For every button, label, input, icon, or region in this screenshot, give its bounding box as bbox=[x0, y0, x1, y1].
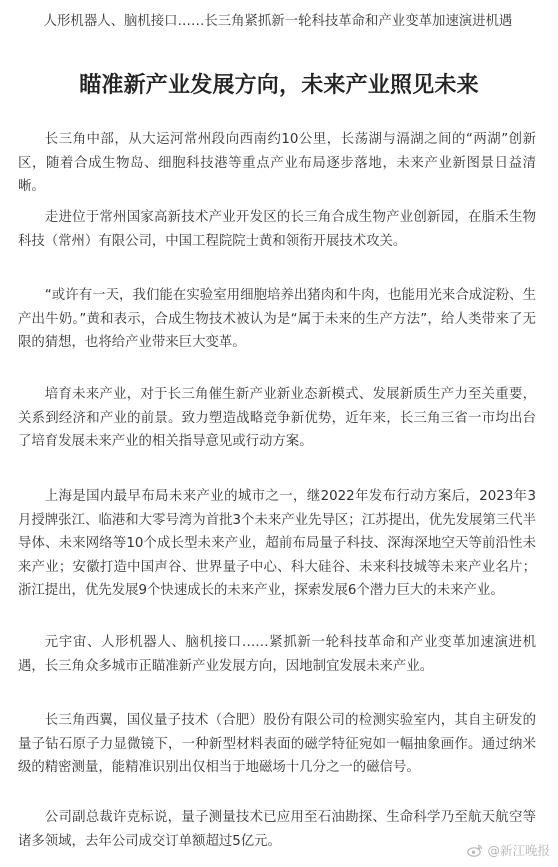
watermark-text: @新江晚报 bbox=[487, 843, 550, 858]
article-paragraph-8: 公司副总裁许克标说，量子测量技术已应用至石油勘探、生命科学乃至航天航空等诸多领域，去年公司成交订单额超过5亿元。 bbox=[18, 810, 536, 849]
article-paragraph-1: 长三角中部，从大运河常州段向西南约10公里，长荡湖与滆湖之间的“两湖”创新区，随着合成生物岛、细胞科技港等重点产业布局逐步落地，未来产业新图景日益清晰。 bbox=[18, 132, 536, 194]
article-headline: 瞄准新产业发展方向，未来产业照见未来 bbox=[79, 73, 479, 98]
article-paragraph-5: 上海是国内最早布局未来产业的城市之一，继2022年发布行动方案后，2023年3月授牌张江、临港和大零号湾为首批3个未来产业先导区；江苏提出，优先发展第三代半导体、未来网络等10个成长型未来产业，超前布局量子科技、深海深地空天等前沿性未来产业；安徽打造中国声谷、世界量子中心、科大硅谷、未来科技城等未来产业名片；浙江提出，优先发展9个快速成长的未来产业，探索发展6个潜力巨大的未来产业。 bbox=[18, 489, 536, 598]
article-paragraph-3: “或许有一天，我们能在实验室用细胞培养出猪肉和牛肉，也能用光来合成淀粉、生产出牛奶。”黄和表示，合成生物技术被认为是“属于未来的生产方法”，给人类带来了无限的猜想，也将给产业带来巨大变革。 bbox=[18, 288, 536, 350]
watermark bbox=[467, 841, 550, 859]
article-paragraph-4: 培育未来产业，对于长三角催生新产业新业态新模式、发展新质生产力至关重要，关系到经济和产业的前景。致力塑造战略竞争新优势，近年来，长三角三省一市均出台了培育发展未来产业的相关指导意见或行动方案。 bbox=[18, 387, 536, 449]
article-kicker: 人形机器人、脑机接口……长三角紧抓新一轮科技革命和产业变革加速演进机遇 bbox=[43, 14, 513, 29]
article-paragraph-2: 走进位于常州国家高新技术产业开发区的长三角合成生物产业创新园，在脂禾生物科技（常州）有限公司，中国工程院院士黄和领衔开展技术攻关。 bbox=[18, 210, 536, 249]
article-paragraph-6: 元宇宙、人形机器人、脑机接口……紧抓新一轮科技革命和产业变革加速演进机遇，长三角众多城市正瞄准新产业发展方向，因地制宜发展未来产业。 bbox=[18, 635, 536, 674]
article-paragraph-7: 长三角西翼，国仪量子技术（合肥）股份有限公司的检测实验室内，其自主研发的量子钻石原子力显微镜下，一种新型材料表面的磁学特征宛如一幅抽象画作。通过纳米级的精密测量，能精准识别出仅相当于地磁场十几分之一的磁信号。 bbox=[18, 713, 536, 775]
weibo-icon bbox=[467, 843, 483, 857]
